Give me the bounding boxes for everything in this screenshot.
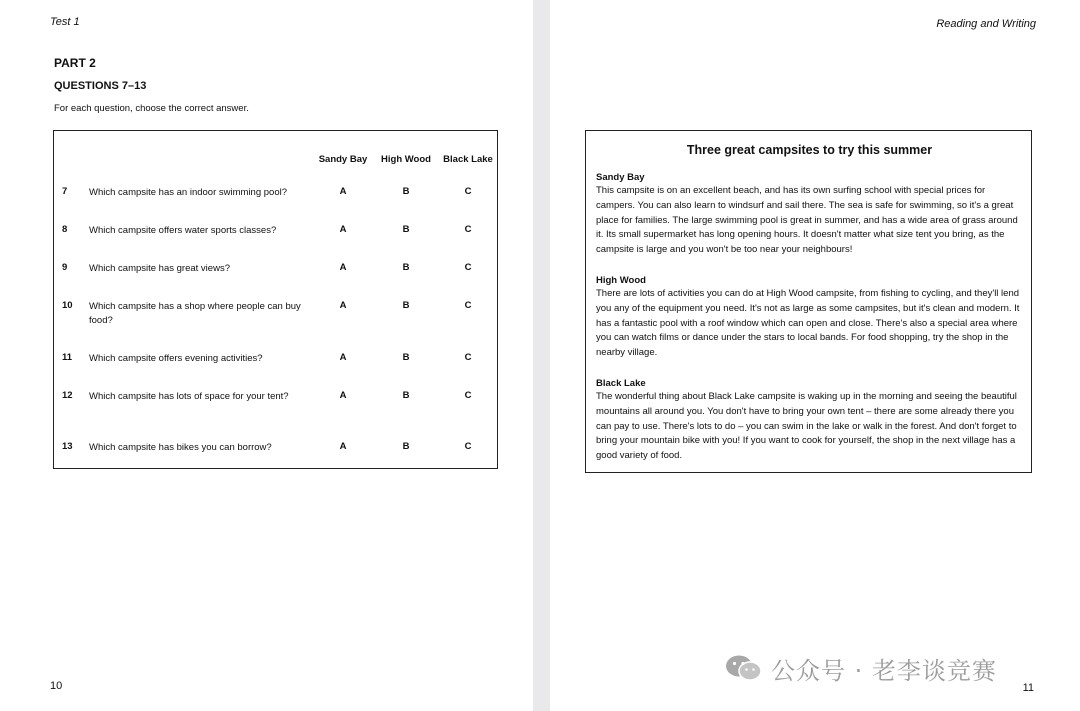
- section-body: There are lots of activities you can do at High Wood campsite, from fishing to cycling, and they'll lend you any of the equipment you need. It's not as large as some campsites, but it's clean and modern. It has a fantastic pool with a roof window which can open and close. There's also a special area where you can watch films or dance under the stars to local bands. For food shopping, try the shop in the nearby village.: [596, 287, 1020, 359]
- question-text: Which campsite has great views?: [89, 263, 230, 274]
- question-text: Which campsite has an indoor swimming pool?: [89, 187, 288, 198]
- question-text: Which campsite offers water sports classes?: [89, 225, 277, 236]
- option-a[interactable]: A: [339, 390, 347, 401]
- page-number: 10: [50, 680, 63, 692]
- part-title: PART 2: [54, 56, 96, 70]
- option-b[interactable]: B: [402, 390, 410, 401]
- option-b[interactable]: B: [402, 262, 410, 273]
- option-c[interactable]: C: [464, 262, 472, 273]
- question-text: Which campsite has bikes you can borrow?: [89, 442, 272, 453]
- question-number: 8: [62, 224, 68, 235]
- option-c[interactable]: C: [464, 186, 472, 197]
- section-heading: Sandy Bay: [596, 172, 645, 183]
- question-number: 10: [62, 300, 73, 311]
- question-text: Which campsite has lots of space for your tent?: [89, 391, 289, 402]
- running-head: Reading and Writing: [936, 18, 1036, 30]
- wechat-icon: [723, 653, 765, 683]
- section-heading: Black Lake: [596, 377, 646, 389]
- option-c[interactable]: C: [464, 352, 472, 363]
- option-b[interactable]: B: [402, 186, 410, 197]
- section-body: The wonderful thing about Black Lake campsite is waking up in the morning and seeing the beautiful mountains all around you. You don't have to bring your own tent – there are some already there you can pay to use. There's lots to do – you can swim in the lake or walk in the forest. And don't forget to bring your mountain bike with you! If you want to cook for yourself, the shop in the next village has a good variety of food.: [596, 390, 1017, 462]
- section-body: This campsite is on an excellent beach, and has its own surfing school with special prices for campers. You can also learn to windsurf and sail there. The sea is safe for swimming, so it's a great place for families. The large swimming pool is great in summer, and has a wide area of grass around it. Its small supermarket has long opening hours. It doesn't matter what size tent you bring, as the campsite is large and you won't be too near your neighbours!: [596, 185, 1018, 256]
- page-number: 11: [1022, 682, 1034, 694]
- running-head: Test 1: [50, 16, 80, 28]
- column-header-high-wood: High Wood: [381, 154, 431, 165]
- option-c[interactable]: C: [464, 224, 472, 235]
- option-c[interactable]: C: [464, 300, 472, 311]
- reading-text-box: [585, 130, 1032, 473]
- question-number: 9: [62, 262, 68, 273]
- question-text: Which campsite offers evening activities?: [89, 353, 263, 364]
- watermark-text: 公众号 · 老李谈竞赛: [771, 656, 997, 685]
- option-c[interactable]: C: [464, 441, 472, 452]
- option-b[interactable]: B: [402, 352, 410, 363]
- right-page: [550, 0, 1080, 711]
- option-a[interactable]: A: [339, 186, 347, 197]
- question-number: 13: [62, 441, 73, 452]
- option-a[interactable]: A: [339, 300, 347, 311]
- option-b[interactable]: B: [402, 224, 410, 235]
- option-a[interactable]: A: [339, 224, 347, 235]
- watermark: [723, 650, 997, 686]
- text-title: Three great campsites to try this summer: [686, 143, 933, 157]
- left-page: [0, 0, 533, 711]
- section-heading: High Wood: [596, 274, 646, 286]
- option-b[interactable]: B: [402, 441, 410, 452]
- column-header-sandy-bay: Sandy Bay: [318, 154, 368, 165]
- option-c[interactable]: C: [464, 390, 472, 401]
- question-number: 11: [62, 352, 73, 363]
- question-number: 7: [62, 186, 68, 197]
- column-header-black-lake: Black Lake: [443, 154, 493, 165]
- option-b[interactable]: B: [402, 300, 410, 311]
- questions-box: [53, 130, 498, 469]
- instruction-text: For each question, choose the correct answer.: [54, 103, 249, 114]
- option-a[interactable]: A: [339, 352, 347, 363]
- option-a[interactable]: A: [339, 441, 347, 452]
- questions-title: QUESTIONS 7–13: [54, 80, 147, 92]
- question-text: Which campsite has a shop where people can buy food?: [89, 301, 301, 326]
- question-number: 12: [62, 390, 73, 401]
- option-a[interactable]: A: [339, 262, 347, 273]
